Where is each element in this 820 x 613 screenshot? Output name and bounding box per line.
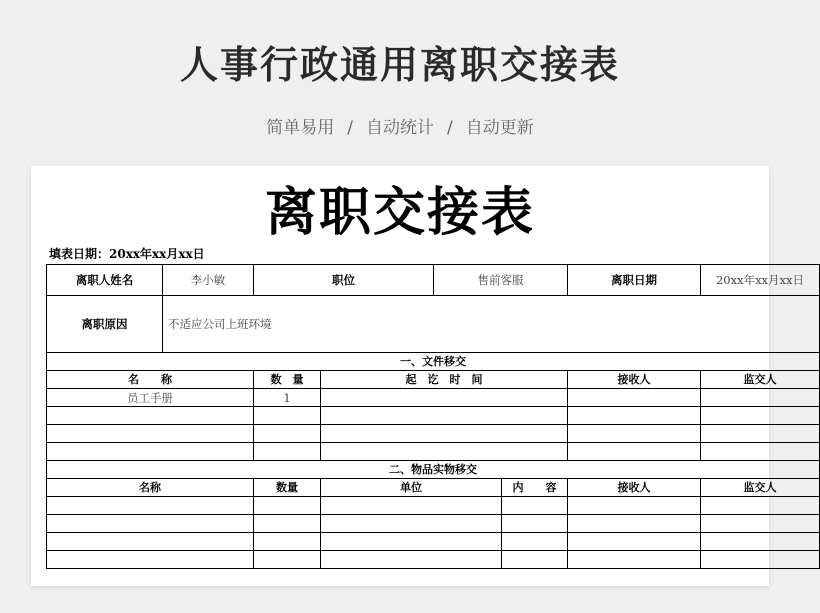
file-cell-qty[interactable] [254, 443, 321, 461]
item-cell-name[interactable] [47, 515, 254, 533]
file-col-qty: 数 量 [254, 371, 321, 389]
reason-row [47, 296, 820, 353]
item-row [47, 551, 820, 569]
file-col-name: 名 称 [47, 371, 254, 389]
name-label: 离职人姓名 [47, 265, 163, 296]
file-cell-name[interactable] [47, 425, 254, 443]
item-cell-unit[interactable] [321, 497, 502, 515]
reason-label: 离职原因 [47, 296, 163, 353]
item-cell-receiver[interactable] [568, 515, 701, 533]
item-col-content: 内 容 [502, 479, 568, 497]
file-cell-period[interactable] [321, 389, 568, 407]
item-cell-receiver[interactable] [568, 497, 701, 515]
file-cell-name[interactable] [47, 407, 254, 425]
file-cell-supervisor[interactable] [701, 443, 820, 461]
item-section-header [47, 461, 820, 479]
item-cell-unit[interactable] [321, 551, 502, 569]
item-cell-name[interactable] [47, 533, 254, 551]
item-col-supervisor: 监交人 [701, 479, 820, 497]
item-section-title: 二、物品实物移交 [47, 461, 820, 479]
file-cell-name[interactable]: 员工手册 [47, 389, 254, 407]
file-row [47, 389, 820, 407]
reason-value[interactable]: 不适应公司上班环境 [163, 296, 820, 353]
subtitle-item: 简单易用 [266, 118, 335, 138]
position-label: 职位 [254, 265, 434, 296]
file-cell-receiver[interactable] [568, 443, 701, 461]
item-cell-supervisor[interactable] [701, 497, 820, 515]
item-row [47, 497, 820, 515]
file-col-receiver: 接收人 [568, 371, 701, 389]
file-cell-period[interactable] [321, 443, 568, 461]
item-cell-name[interactable] [47, 551, 254, 569]
fill-date-label: 填表日期： [49, 247, 110, 261]
file-cell-receiver[interactable] [568, 425, 701, 443]
item-cell-content[interactable] [502, 533, 568, 551]
subtitle-item: 自动统计 [366, 118, 434, 138]
sheet-title: 离职交接表 [264, 182, 535, 243]
file-cell-receiver[interactable] [568, 389, 701, 407]
item-col-name: 名称 [47, 479, 254, 497]
leave-date-value[interactable]: 20xx年xx月xx日 [701, 265, 820, 296]
file-cell-qty[interactable]: 1 [254, 389, 321, 407]
file-cell-supervisor[interactable] [701, 425, 820, 443]
item-cell-content[interactable] [502, 515, 568, 533]
leave-date-label: 离职日期 [568, 265, 701, 296]
file-row [47, 407, 820, 425]
item-col-receiver: 接收人 [568, 479, 701, 497]
file-row [47, 443, 820, 461]
file-section-title: 一、文件移交 [47, 353, 820, 371]
item-cell-qty[interactable] [254, 497, 321, 515]
item-cell-unit[interactable] [321, 533, 502, 551]
file-cell-name[interactable] [47, 443, 254, 461]
file-col-period: 起 讫 时 间 [321, 371, 568, 389]
subtitle-item: 自动更新 [465, 118, 534, 138]
fill-date-value[interactable]: 20xx年xx月xx日 [109, 247, 205, 261]
file-row [47, 425, 820, 443]
file-cell-qty[interactable] [254, 407, 321, 425]
subtitle-separator: / [347, 118, 353, 138]
item-col-unit: 单位 [321, 479, 502, 497]
subtitle-separator: / [447, 118, 453, 138]
fill-date [49, 245, 205, 262]
item-cell-qty[interactable] [254, 515, 321, 533]
file-cell-qty[interactable] [254, 425, 321, 443]
item-cell-content[interactable] [502, 497, 568, 515]
file-cell-receiver[interactable] [568, 407, 701, 425]
item-cell-receiver[interactable] [568, 551, 701, 569]
item-cell-supervisor[interactable] [701, 533, 820, 551]
item-cell-supervisor[interactable] [701, 515, 820, 533]
item-row [47, 515, 820, 533]
file-cell-supervisor[interactable] [701, 389, 820, 407]
item-cell-unit[interactable] [321, 515, 502, 533]
file-cell-supervisor[interactable] [701, 407, 820, 425]
item-cell-qty[interactable] [254, 533, 321, 551]
banner-title: 人事行政通用离职交接表 [179, 43, 620, 87]
item-cell-supervisor[interactable] [701, 551, 820, 569]
form-sheet [31, 166, 805, 586]
file-col-supervisor: 监交人 [701, 371, 820, 389]
item-cell-content[interactable] [502, 551, 568, 569]
item-cell-receiver[interactable] [568, 533, 701, 551]
file-cell-period[interactable] [321, 407, 568, 425]
banner-subtitle [0, 113, 800, 138]
item-col-qty: 数量 [254, 479, 321, 497]
file-column-headers [47, 371, 820, 389]
info-row [47, 265, 820, 296]
item-cell-qty[interactable] [254, 551, 321, 569]
handover-table [46, 264, 820, 569]
position-value[interactable]: 售前客服 [434, 265, 568, 296]
item-row [47, 533, 820, 551]
item-cell-name[interactable] [47, 497, 254, 515]
name-value[interactable]: 李小敏 [163, 265, 254, 296]
item-column-headers [47, 479, 820, 497]
file-section-header [47, 353, 820, 371]
file-cell-period[interactable] [321, 425, 568, 443]
